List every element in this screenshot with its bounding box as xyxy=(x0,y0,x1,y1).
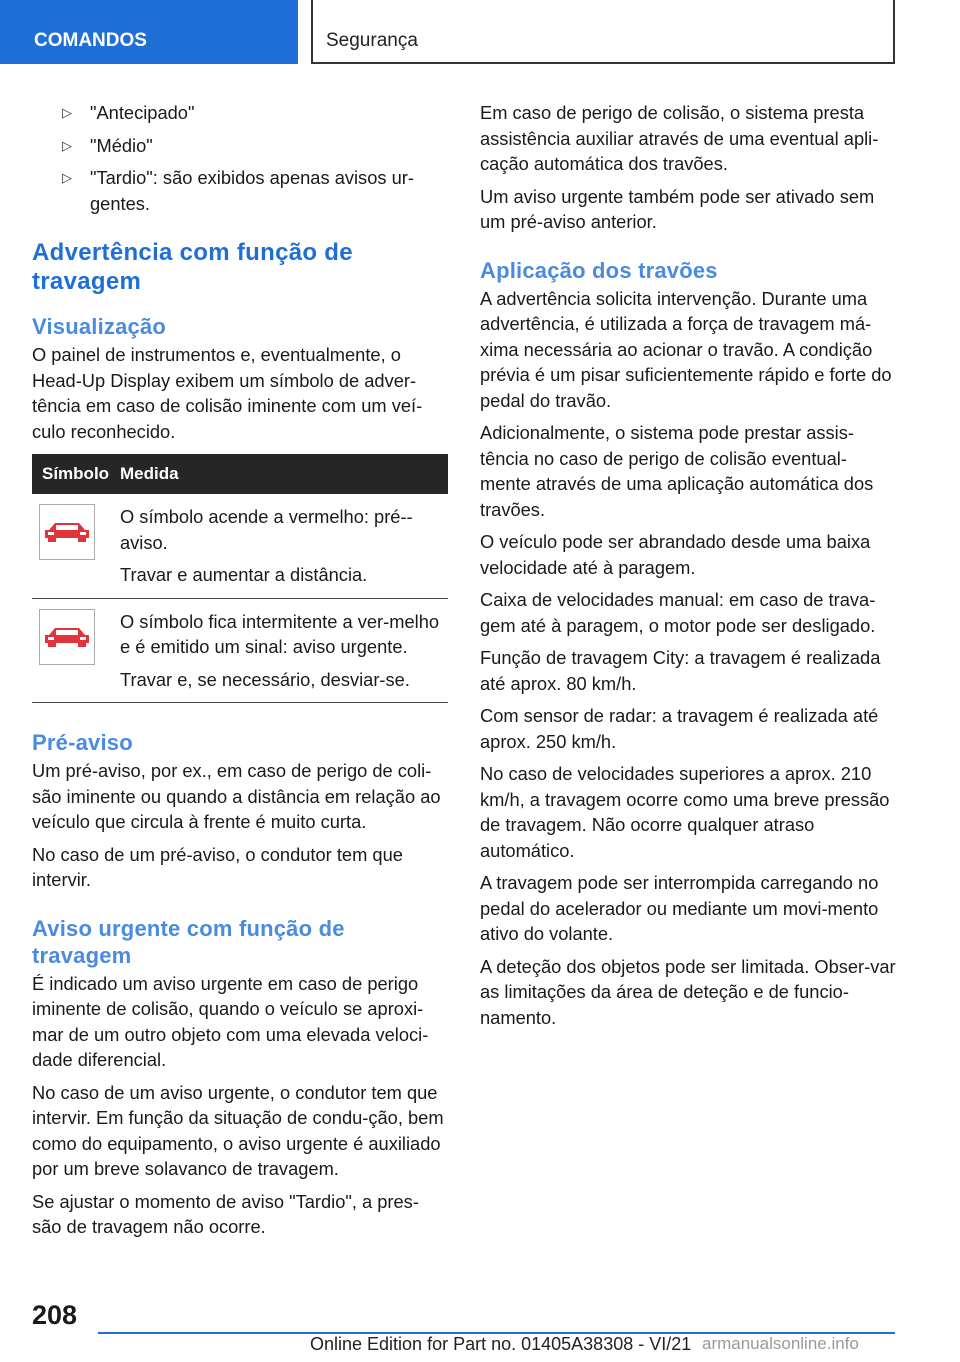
display-paragraph: O painel de instrumentos e, eventualmente, o Head-Up Display exibem um símbolo de adver-tência em caso de colisão iminente com um veí-culo reconhecido. xyxy=(32,344,423,442)
prewarning-paragraph: Um pré-aviso, por ex., em caso de perigo de coli-são iminente ou quando a distância em relação ao veículo que circula à frente é muito curta. xyxy=(32,760,441,832)
body-paragraph: O veículo pode ser abrandado desde uma baixa velocidade até à paragem. xyxy=(480,531,871,578)
list-item xyxy=(32,165,448,216)
car-collision-warning-icon xyxy=(39,609,95,665)
heading-prewarning: Pré-aviso xyxy=(32,730,133,755)
urgent-paragraph: Se ajustar o momento de aviso "Tardio", a pres-são de travagem não ocorre. xyxy=(32,1190,419,1237)
topic-tab: Segurança xyxy=(311,0,895,64)
prewarning-paragraph: No caso de um pré-aviso, o condutor tem que intervir. xyxy=(32,843,403,890)
list-item-text: "Médio" xyxy=(90,134,153,156)
warning-time-options xyxy=(32,100,448,216)
heading-warning-braking: Advertência com função de travagem xyxy=(32,239,353,295)
body-paragraph: A travagem pode ser interrompida carregando no pedal do acelerador ou mediante um movi-mento ativo do volante. xyxy=(480,872,879,944)
urgent-paragraph: É indicado um aviso urgente em caso de perigo iminente de colisão, quando o veículo se aproxi-mar de um outro objeto com uma elevada veloci-dade diferencial. xyxy=(32,972,429,1070)
right-column xyxy=(480,100,896,1037)
triangle-bullet-icon: ▷ xyxy=(62,105,72,120)
urgent-paragraph: No caso de um aviso urgente, o condutor tem que intervir. Em função da situação de condu-ção, bem como do equipamento, o aviso urgente é auxiliado por um breve solavanco de travagem. xyxy=(32,1081,444,1179)
table-header-measure: Medida xyxy=(120,454,448,494)
table-row xyxy=(32,598,448,703)
section-tab: COMANDOS xyxy=(0,0,298,64)
page-number: 208 xyxy=(32,1300,78,1330)
body-paragraph: Caixa de velocidades manual: em caso de trava-gem até à paragem, o motor pode ser desligado. xyxy=(480,589,876,636)
body-paragraph: No caso de velocidades superiores a aprox. 210 km/h, a travagem ocorre como uma breve pressão de travagem. Não ocorre qualquer atraso automático. xyxy=(480,763,890,861)
list-item-text: "Antecipado" xyxy=(90,102,195,123)
table-header-symbol: Símbolo xyxy=(32,454,120,494)
body-paragraph: Adicionalmente, o sistema pode prestar assis-tência no caso de perigo de colisão eventual-mente através de uma aplicação automática dos travões. xyxy=(480,422,874,520)
car-collision-warning-icon xyxy=(39,504,95,560)
body-paragraph: Função de travagem City: a travagem é realizada até aprox. 80 km/h. xyxy=(480,647,881,694)
heading-urgent-warning: Aviso urgente com função de travagem xyxy=(32,915,345,968)
symbol-table xyxy=(32,454,448,703)
row-text: O símbolo acende a vermelho: pré--aviso. xyxy=(120,506,413,553)
heading-display: Visualização xyxy=(32,314,167,339)
row-text: O símbolo fica intermitente a ver-melho e é emitido um sinal: aviso urgente. xyxy=(120,610,440,657)
row-text: Travar e, se necessário, desviar-se. xyxy=(120,668,410,690)
table-row xyxy=(32,494,448,598)
heading-brake-application: Aplicação dos travões xyxy=(480,257,718,283)
list-item xyxy=(32,133,448,159)
list-item xyxy=(32,100,448,126)
list-item-text: "Tardio": são exibidos apenas avisos ur-gentes. xyxy=(90,167,414,214)
left-column xyxy=(32,100,448,1247)
body-paragraph: A deteção dos objetos pode ser limitada. Obser-var as limitações da área de deteção e de funcio-namento. xyxy=(480,955,896,1028)
row-text: Travar e aumentar a distância. xyxy=(120,564,368,585)
body-paragraph: Com sensor de radar: a travagem é realizada até aprox. 250 km/h. xyxy=(480,705,879,752)
triangle-bullet-icon: ▷ xyxy=(62,170,72,185)
edition-note: Online Edition for Part no. 01405A38308 - VI/21 xyxy=(310,1334,692,1354)
body-paragraph: A advertência solicita intervenção. Durante uma advertência, é utilizada a força de travagem má-xima necessária ao acionar o travão. A condição prévia é um pisar suficientemente rápido e forte do pedal do travão. xyxy=(480,287,892,411)
body-paragraph: Um aviso urgente também pode ser ativado sem um pré-aviso anterior. xyxy=(480,185,875,232)
body-paragraph: Em caso de perigo de colisão, o sistema presta assistência auxiliar através de uma eventual apli-cação automática dos travões. xyxy=(480,102,879,174)
triangle-bullet-icon: ▷ xyxy=(62,137,72,153)
watermark: armanualsonline.info xyxy=(702,1334,859,1353)
page-header xyxy=(0,0,960,66)
